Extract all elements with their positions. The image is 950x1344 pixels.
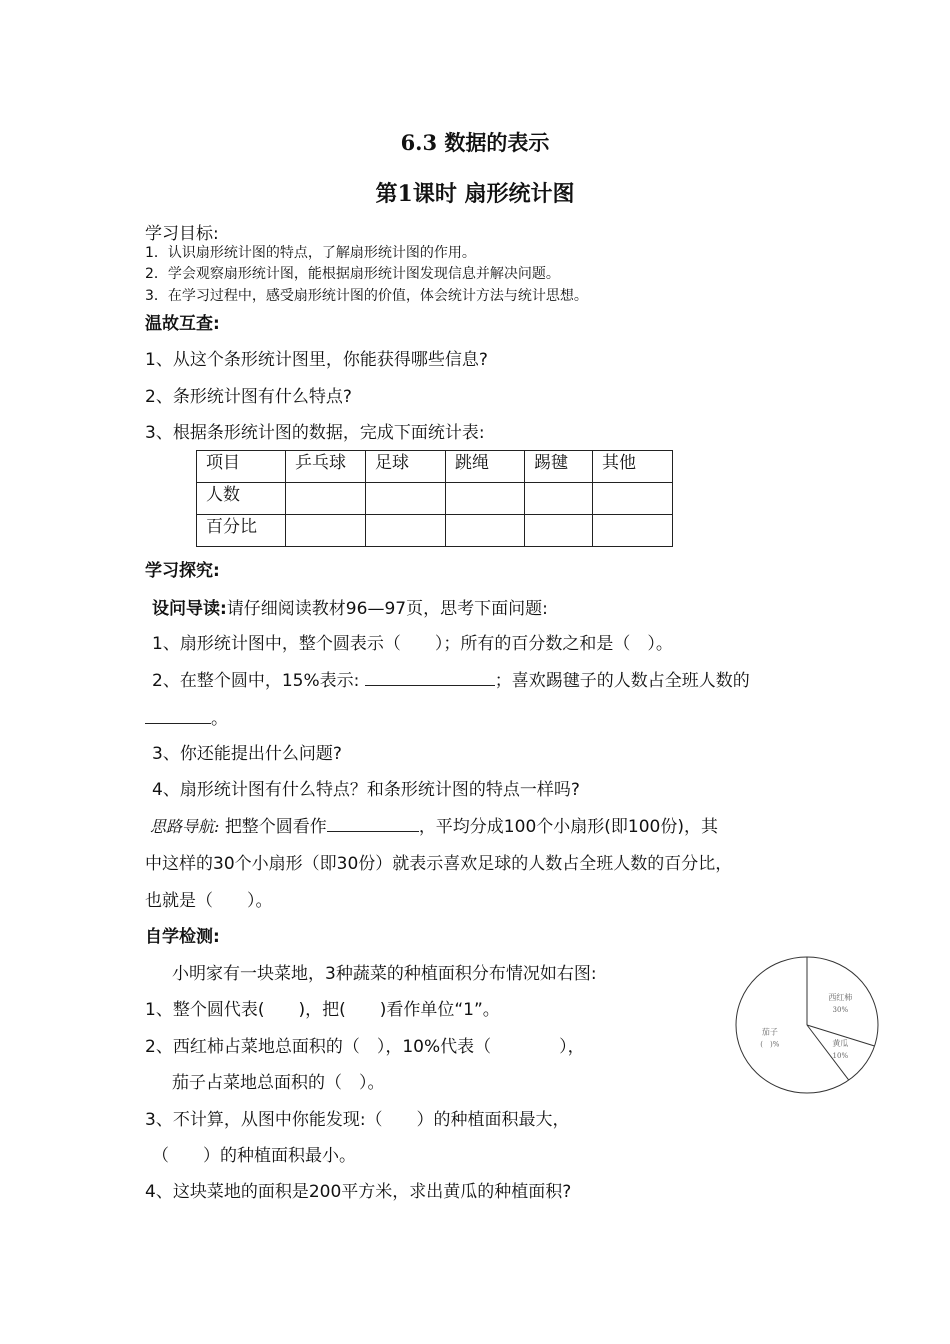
page-title: 6.3 数据的表示 <box>400 130 550 155</box>
table-cell <box>446 483 525 515</box>
objective-item-1: 1．认识扇形统计图的特点，了解扇形统计图的作用。 <box>145 245 476 261</box>
selfcheck-question-2a: 2、西红柿占菜地总面积的（ ），10%代表（ ）， <box>145 1037 585 1057</box>
table-row-label: 人数 <box>197 483 286 515</box>
hint-line-3: 也就是（ ）。 <box>145 891 273 911</box>
explore-question-2-part-a: 2、在整个圆中，15%表示: <box>152 671 360 691</box>
table-cell <box>286 483 366 515</box>
statistics-table <box>196 450 673 547</box>
guide-line <box>152 594 548 619</box>
table-header-cell: 项目 <box>197 451 286 483</box>
table-cell <box>366 483 446 515</box>
table-cell <box>525 515 593 547</box>
table-cell <box>446 515 525 547</box>
answer-blank <box>365 669 495 686</box>
table-cell <box>366 515 446 547</box>
explore-question-2-continued <box>145 704 228 729</box>
table-header-cell: 足球 <box>366 451 446 483</box>
table-header-cell: 乒乓球 <box>286 451 366 483</box>
selfcheck-intro: 小明家有一块菜地，3种蔬菜的种植面积分布情况如右图: <box>172 964 597 984</box>
review-question-1: 1、从这个条形统计图里，你能获得哪些信息? <box>145 350 488 370</box>
pie-slice-percent: 30% <box>832 1005 849 1014</box>
hint-text-b: ，平均分成100个小扇形(即100份)，其 <box>418 817 718 837</box>
explore-question-2-part-b: ；喜欢踢毽子的人数占全班人数的 <box>494 671 750 691</box>
hint-text-a: 把整个圆看作 <box>224 817 327 837</box>
objective-item-2: 2．学会观察扇形统计图，能根据扇形统计图发现信息并解决问题。 <box>145 266 560 282</box>
explore-question-4: 4、扇形统计图有什么特点？和条形统计图的特点一样吗? <box>152 780 580 800</box>
hint-line-1 <box>150 812 718 837</box>
table-header-cell: 跳绳 <box>446 451 525 483</box>
explore-question-3: 3、你还能提出什么问题? <box>152 744 342 764</box>
objective-item-3: 3．在学习过程中，感受扇形统计图的价值，体会统计方法与统计思想。 <box>145 288 588 304</box>
table-cell <box>286 515 366 547</box>
selfcheck-question-1: 1、整个圆代表( )，把( )看作单位“1”。 <box>145 1000 500 1020</box>
explore-heading: 学习探究: <box>145 561 220 581</box>
table-row-label: 百分比 <box>197 515 286 547</box>
table-cell <box>593 515 673 547</box>
pie-slice-name: 西红柿 <box>828 992 853 1002</box>
selfcheck-question-3b: （ ）的种植面积最小。 <box>152 1146 356 1166</box>
objectives-heading: 学习目标: <box>145 224 219 244</box>
pie-slice-name: 茄子 <box>761 1027 778 1037</box>
explore-question-2 <box>152 666 750 691</box>
explore-question-2-part-c: 。 <box>211 709 228 729</box>
review-heading: 温故互查: <box>145 314 220 334</box>
guide-label: 设问导读: <box>152 599 227 619</box>
review-question-2: 2、条形统计图有什么特点? <box>145 387 352 407</box>
pie-slice-name: 黄瓜 <box>832 1039 849 1049</box>
table-row <box>197 515 673 547</box>
pie-slice-percent: 10% <box>832 1052 849 1061</box>
table-row <box>197 451 673 483</box>
hint-line-2: 中这样的30个小扇形（即30份）就表示喜欢足球的人数占全班人数的百分比， <box>145 854 733 874</box>
lesson-subtitle: 第1课时 扇形统计图 <box>375 181 575 207</box>
vegetable-pie-chart <box>734 955 884 1097</box>
table-row <box>197 483 673 515</box>
explore-question-1: 1、扇形统计图中，整个圆表示（ ）；所有的百分数之和是（ ）。 <box>152 634 673 654</box>
review-question-3: 3、根据条形统计图的数据，完成下面统计表: <box>145 423 485 443</box>
selfcheck-question-4: 4、这块菜地的面积是200平方米，求出黄瓜的种植面积? <box>145 1182 572 1202</box>
selfcheck-heading: 自学检测: <box>145 927 220 947</box>
answer-blank <box>145 707 211 724</box>
pie-slice-percent: ( )% <box>760 1040 780 1049</box>
selfcheck-question-3a: 3、不计算，从图中你能发现:（ ）的种植面积最大， <box>145 1110 570 1130</box>
hint-label: 思路导航: <box>150 817 220 836</box>
answer-blank <box>327 815 419 832</box>
table-cell <box>593 483 673 515</box>
selfcheck-question-2b: 茄子占菜地总面积的（ ）。 <box>172 1073 385 1093</box>
table-header-cell: 其他 <box>593 451 673 483</box>
table-cell <box>525 483 593 515</box>
guide-text: 请仔细阅读教材96—97页，思考下面问题: <box>226 599 548 619</box>
table-header-cell: 踢毽 <box>525 451 593 483</box>
